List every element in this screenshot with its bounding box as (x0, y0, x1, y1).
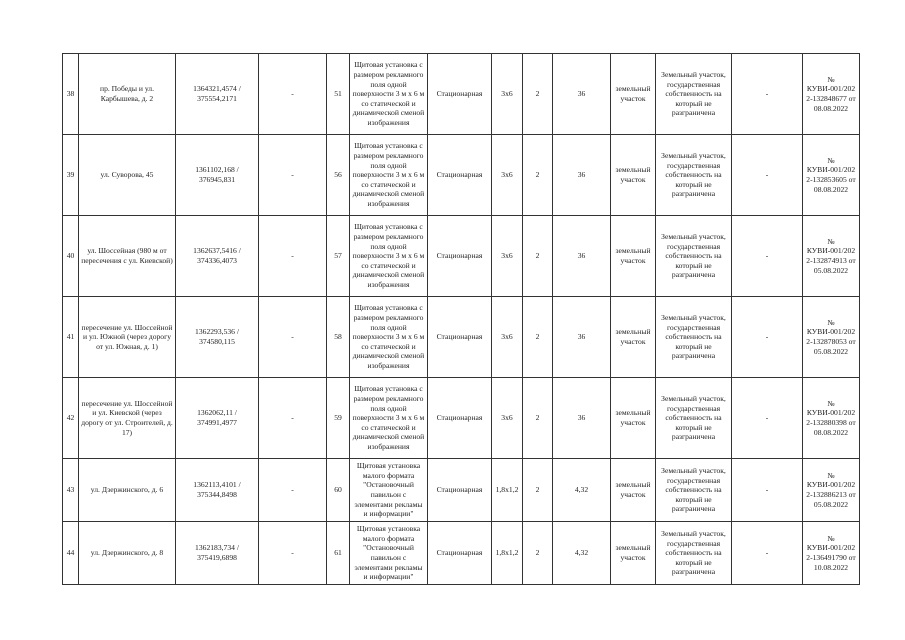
empty-marker-cell: - (732, 459, 803, 522)
address-cell: ул. Дзержинского, д. 8 (79, 522, 176, 585)
area-cell: 4,32 (553, 522, 611, 585)
row-number: 40 (63, 216, 79, 297)
sides-cell: 2 (523, 378, 553, 459)
coordinates-cell: 1362113,4101 / 375344,8498 (176, 459, 259, 522)
table-row (63, 54, 860, 135)
permit-cell: № КУВИ-001/2022-132874913 от 05.08.2022 (803, 216, 860, 297)
ownership-cell: Земельный участок, государственная собственность на который не разграничена (656, 459, 732, 522)
area-cell: 36 (553, 378, 611, 459)
area-cell: 36 (553, 297, 611, 378)
row-number: 43 (63, 459, 79, 522)
description-cell: Щитовая установка с размером рекламного поля одной поверхности 3 м х 6 м со статической и динамической сменой изображения (350, 297, 428, 378)
empty-marker-cell: - (259, 135, 327, 216)
description-cell: Щитовая установка с размером рекламного поля одной поверхности 3 м х 6 м со статической и динамической сменой изображения (350, 135, 428, 216)
area-cell: 4,32 (553, 459, 611, 522)
description-cell: Щитовая установка малого формата "Остановочный павильон с элементами рекламы и информации" (350, 522, 428, 585)
address-cell: ул. Шоссейная (980 м от пересечения с ул. Киевской) (79, 216, 176, 297)
size-cell: 3х6 (492, 378, 523, 459)
row-number: 39 (63, 135, 79, 216)
placement-cell: земельный участок (611, 54, 656, 135)
permit-cell: № КУВИ-001/2022-132880398 от 08.08.2022 (803, 378, 860, 459)
scheme-number-cell: 57 (327, 216, 350, 297)
type-cell: Стационарная (428, 459, 492, 522)
ownership-cell: Земельный участок, государственная собственность на который не разграничена (656, 216, 732, 297)
address-cell: пересечение ул. Шоссейной и ул. Киевской (через дорогу от ул. Строителей, д. 17) (79, 378, 176, 459)
placement-cell: земельный участок (611, 216, 656, 297)
table-row (63, 522, 860, 585)
empty-marker-cell: - (259, 378, 327, 459)
empty-marker-cell: - (259, 297, 327, 378)
empty-marker-cell: - (732, 216, 803, 297)
table-row (63, 297, 860, 378)
sides-cell: 2 (523, 522, 553, 585)
table-row (63, 459, 860, 522)
empty-marker-cell: - (732, 54, 803, 135)
ownership-cell: Земельный участок, государственная собственность на который не разграничена (656, 297, 732, 378)
sides-cell: 2 (523, 135, 553, 216)
type-cell: Стационарная (428, 378, 492, 459)
ad-structures-table (62, 53, 860, 585)
address-cell: ул. Дзержинского, д. 6 (79, 459, 176, 522)
sides-cell: 2 (523, 216, 553, 297)
empty-marker-cell: - (259, 216, 327, 297)
empty-marker-cell: - (732, 135, 803, 216)
permit-cell: № КУВИ-001/2022-132848677 от 08.08.2022 (803, 54, 860, 135)
area-cell: 36 (553, 54, 611, 135)
placement-cell: земельный участок (611, 522, 656, 585)
placement-cell: земельный участок (611, 459, 656, 522)
empty-marker-cell: - (732, 378, 803, 459)
coordinates-cell: 1361102,168 / 376945,831 (176, 135, 259, 216)
type-cell: Стационарная (428, 216, 492, 297)
scheme-number-cell: 56 (327, 135, 350, 216)
coordinates-cell: 1362183,734 / 375419,6898 (176, 522, 259, 585)
type-cell: Стационарная (428, 135, 492, 216)
type-cell: Стационарная (428, 522, 492, 585)
area-cell: 36 (553, 135, 611, 216)
sides-cell: 2 (523, 459, 553, 522)
coordinates-cell: 1362062,11 / 374991,4977 (176, 378, 259, 459)
scheme-number-cell: 61 (327, 522, 350, 585)
size-cell: 3х6 (492, 135, 523, 216)
area-cell: 36 (553, 216, 611, 297)
description-cell: Щитовая установка с размером рекламного поля одной поверхности 3 м х 6 м со статической и динамической сменой изображения (350, 378, 428, 459)
address-cell: пр. Победы и ул. Карбышева, д. 2 (79, 54, 176, 135)
size-cell: 1,8х1,2 (492, 522, 523, 585)
description-cell: Щитовая установка с размером рекламного поля одной поверхности 3 м х 6 м со статической и динамической сменой изображения (350, 54, 428, 135)
table-row (63, 216, 860, 297)
empty-marker-cell: - (259, 522, 327, 585)
permit-cell: № КУВИ-001/2022-132878053 от 05.08.2022 (803, 297, 860, 378)
size-cell: 3х6 (492, 54, 523, 135)
sides-cell: 2 (523, 297, 553, 378)
ownership-cell: Земельный участок, государственная собственность на который не разграничена (656, 54, 732, 135)
row-number: 42 (63, 378, 79, 459)
scheme-number-cell: 60 (327, 459, 350, 522)
table-row (63, 378, 860, 459)
scheme-number-cell: 58 (327, 297, 350, 378)
address-cell: ул. Суворова, 45 (79, 135, 176, 216)
empty-marker-cell: - (259, 54, 327, 135)
permit-cell: № КУВИ-001/2022-136491790 от 10.08.2022 (803, 522, 860, 585)
ownership-cell: Земельный участок, государственная собственность на который не разграничена (656, 135, 732, 216)
address-cell: пересечение ул. Шоссейной и ул. Южной (через дорогу от ул. Южная, д. 1) (79, 297, 176, 378)
document-page (62, 53, 859, 585)
ownership-cell: Земельный участок, государственная собственность на который не разграничена (656, 522, 732, 585)
row-number: 44 (63, 522, 79, 585)
empty-marker-cell: - (732, 522, 803, 585)
sides-cell: 2 (523, 54, 553, 135)
empty-marker-cell: - (732, 297, 803, 378)
row-number: 38 (63, 54, 79, 135)
scheme-number-cell: 51 (327, 54, 350, 135)
size-cell: 3х6 (492, 216, 523, 297)
row-number: 41 (63, 297, 79, 378)
size-cell: 3х6 (492, 297, 523, 378)
description-cell: Щитовая установка малого формата "Остановочный павильон с элементами рекламы и информации" (350, 459, 428, 522)
empty-marker-cell: - (259, 459, 327, 522)
ownership-cell: Земельный участок, государственная собственность на который не разграничена (656, 378, 732, 459)
description-cell: Щитовая установка с размером рекламного поля одной поверхности 3 м х 6 м со статической и динамической сменой изображения (350, 216, 428, 297)
placement-cell: земельный участок (611, 297, 656, 378)
table-row (63, 135, 860, 216)
coordinates-cell: 1362637,5416 / 374336,4073 (176, 216, 259, 297)
type-cell: Стационарная (428, 297, 492, 378)
permit-cell: № КУВИ-001/2022-132853605 от 08.08.2022 (803, 135, 860, 216)
coordinates-cell: 1362293,536 / 374580,115 (176, 297, 259, 378)
size-cell: 1,8х1,2 (492, 459, 523, 522)
placement-cell: земельный участок (611, 135, 656, 216)
type-cell: Стационарная (428, 54, 492, 135)
placement-cell: земельный участок (611, 378, 656, 459)
coordinates-cell: 1364321,4574 / 375554,2171 (176, 54, 259, 135)
permit-cell: № КУВИ-001/2022-132886213 от 05.08.2022 (803, 459, 860, 522)
scheme-number-cell: 59 (327, 378, 350, 459)
